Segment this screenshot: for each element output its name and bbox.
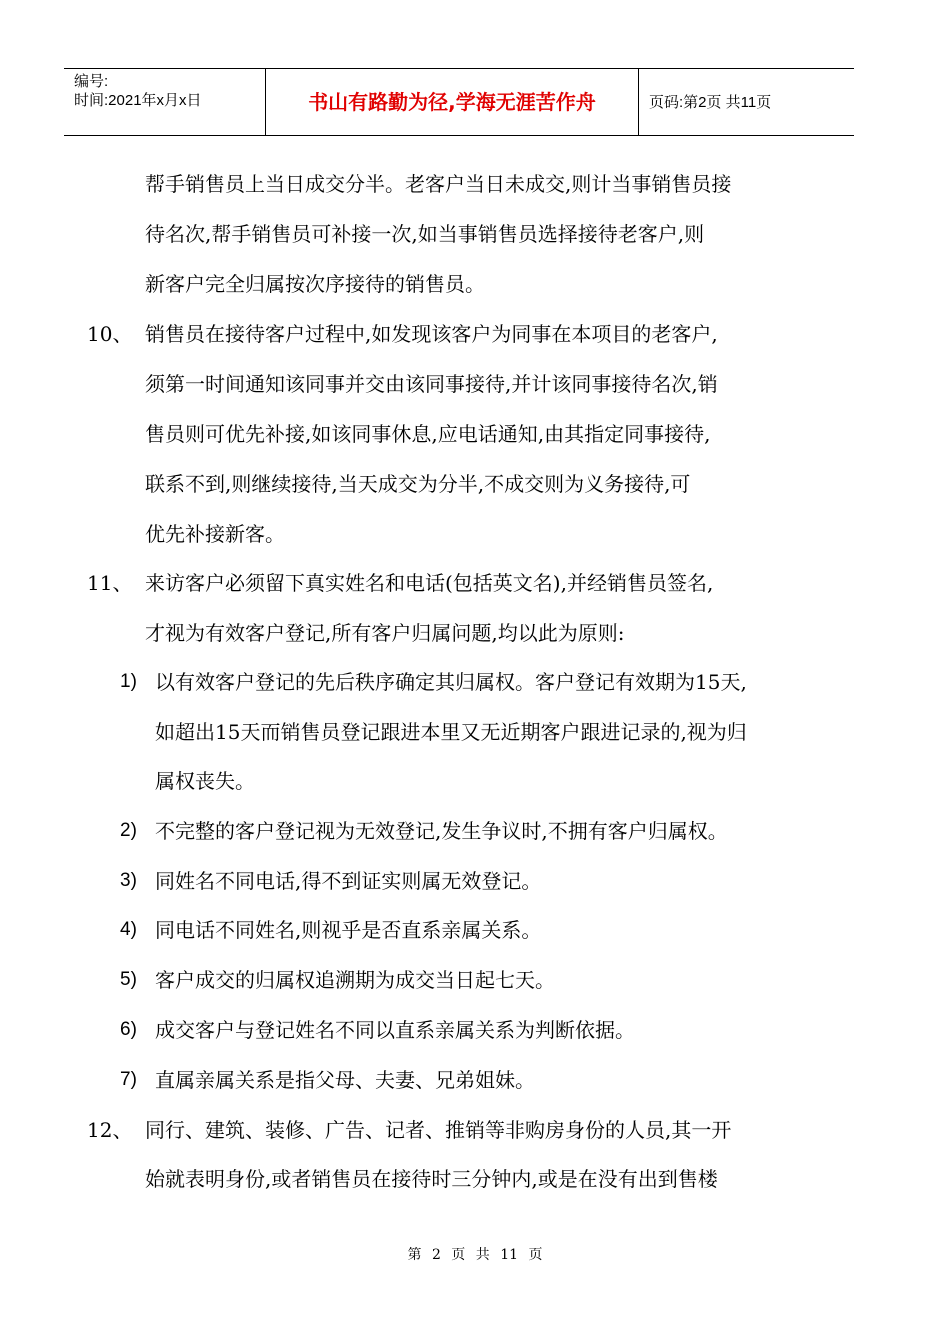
page-footer: 第 2 页 共 11 页 bbox=[407, 1247, 543, 1263]
subitem-number: 6) bbox=[120, 1019, 137, 1040]
header-page-info: 页码:第2页 共11页 bbox=[649, 94, 772, 111]
subitem-line: 客户成交的归属权追溯期为成交当日起七天。 bbox=[155, 968, 555, 992]
subitem-line: 不完整的客户登记视为无效登记,发生争议时,不拥有客户归属权。 bbox=[155, 819, 728, 843]
subitem-number: 3) bbox=[120, 870, 137, 891]
subitem-line: 同姓名不同电话,得不到证实则属无效登记。 bbox=[155, 869, 542, 893]
subitem-line: 属权丧失。 bbox=[155, 769, 255, 793]
item-number-10: 10、 bbox=[87, 322, 133, 346]
paragraph-line: 待名次,帮手销售员可补接一次,如当事销售员选择接待老客户,则 bbox=[145, 222, 705, 246]
paragraph-line: 帮手销售员上当日成交分半。老客户当日未成交,则计当事销售员接 bbox=[145, 172, 732, 196]
subitem-line: 成交客户与登记姓名不同以直系亲属关系为判断依据。 bbox=[155, 1018, 635, 1042]
header-info-cell bbox=[64, 69, 266, 135]
item-12-line: 始就表明身份,或者销售员在接待时三分钟内,或是在没有出到售楼 bbox=[145, 1167, 718, 1191]
paragraph-line: 新客户完全归属按次序接待的销售员。 bbox=[145, 272, 485, 296]
document-code-label: 编号: bbox=[74, 73, 109, 90]
item-10-line: 售员则可优先补接,如该同事休息,应电话通知,由其指定同事接待, bbox=[145, 422, 711, 446]
subitem-line: 以有效客户登记的先后秩序确定其归属权。客户登记有效期为15天, bbox=[155, 670, 747, 694]
item-10-line: 联系不到,则继续接待,当天成交为分半,不成交则为义务接待,可 bbox=[145, 472, 691, 496]
item-11-line: 来访客户必须留下真实姓名和电话(包括英文名),并经销售员签名, bbox=[145, 571, 714, 595]
item-number-11: 11、 bbox=[87, 571, 133, 595]
item-number-12: 12、 bbox=[87, 1118, 133, 1142]
subitem-line: 同电话不同姓名,则视乎是否直系亲属关系。 bbox=[155, 918, 542, 942]
item-10-line: 销售员在接待客户过程中,如发现该客户为同事在本项目的老客户, bbox=[145, 322, 718, 346]
subitem-number: 4) bbox=[120, 919, 137, 940]
subitem-number: 2) bbox=[120, 820, 137, 841]
item-10-line: 须第一时间通知该同事并交由该同事接待,并计该同事接待名次,销 bbox=[145, 372, 718, 396]
document-time-label: 时间:2021年x月x日 bbox=[74, 92, 202, 109]
item-10-line: 优先补接新客。 bbox=[145, 522, 285, 546]
subitem-number: 1) bbox=[120, 671, 137, 692]
subitem-number: 7) bbox=[120, 1069, 137, 1090]
header-motto: 书山有路勤为径,学海无涯苦作舟 bbox=[308, 90, 596, 114]
subitem-line: 如超出15天而销售员登记跟进本里又无近期客户跟进记录的,视为归 bbox=[155, 720, 747, 744]
item-12-line: 同行、建筑、装修、广告、记者、推销等非购房身份的人员,其一开 bbox=[145, 1118, 732, 1142]
header-motto-cell bbox=[266, 69, 639, 135]
item-11-line: 才视为有效客户登记,所有客户归属问题,均以此为原则: bbox=[145, 621, 625, 645]
page-header bbox=[64, 68, 854, 136]
subitem-number: 5) bbox=[120, 969, 137, 990]
header-page-cell bbox=[639, 69, 854, 135]
subitem-line: 直属亲属关系是指父母、夫妻、兄弟姐妹。 bbox=[155, 1068, 535, 1092]
